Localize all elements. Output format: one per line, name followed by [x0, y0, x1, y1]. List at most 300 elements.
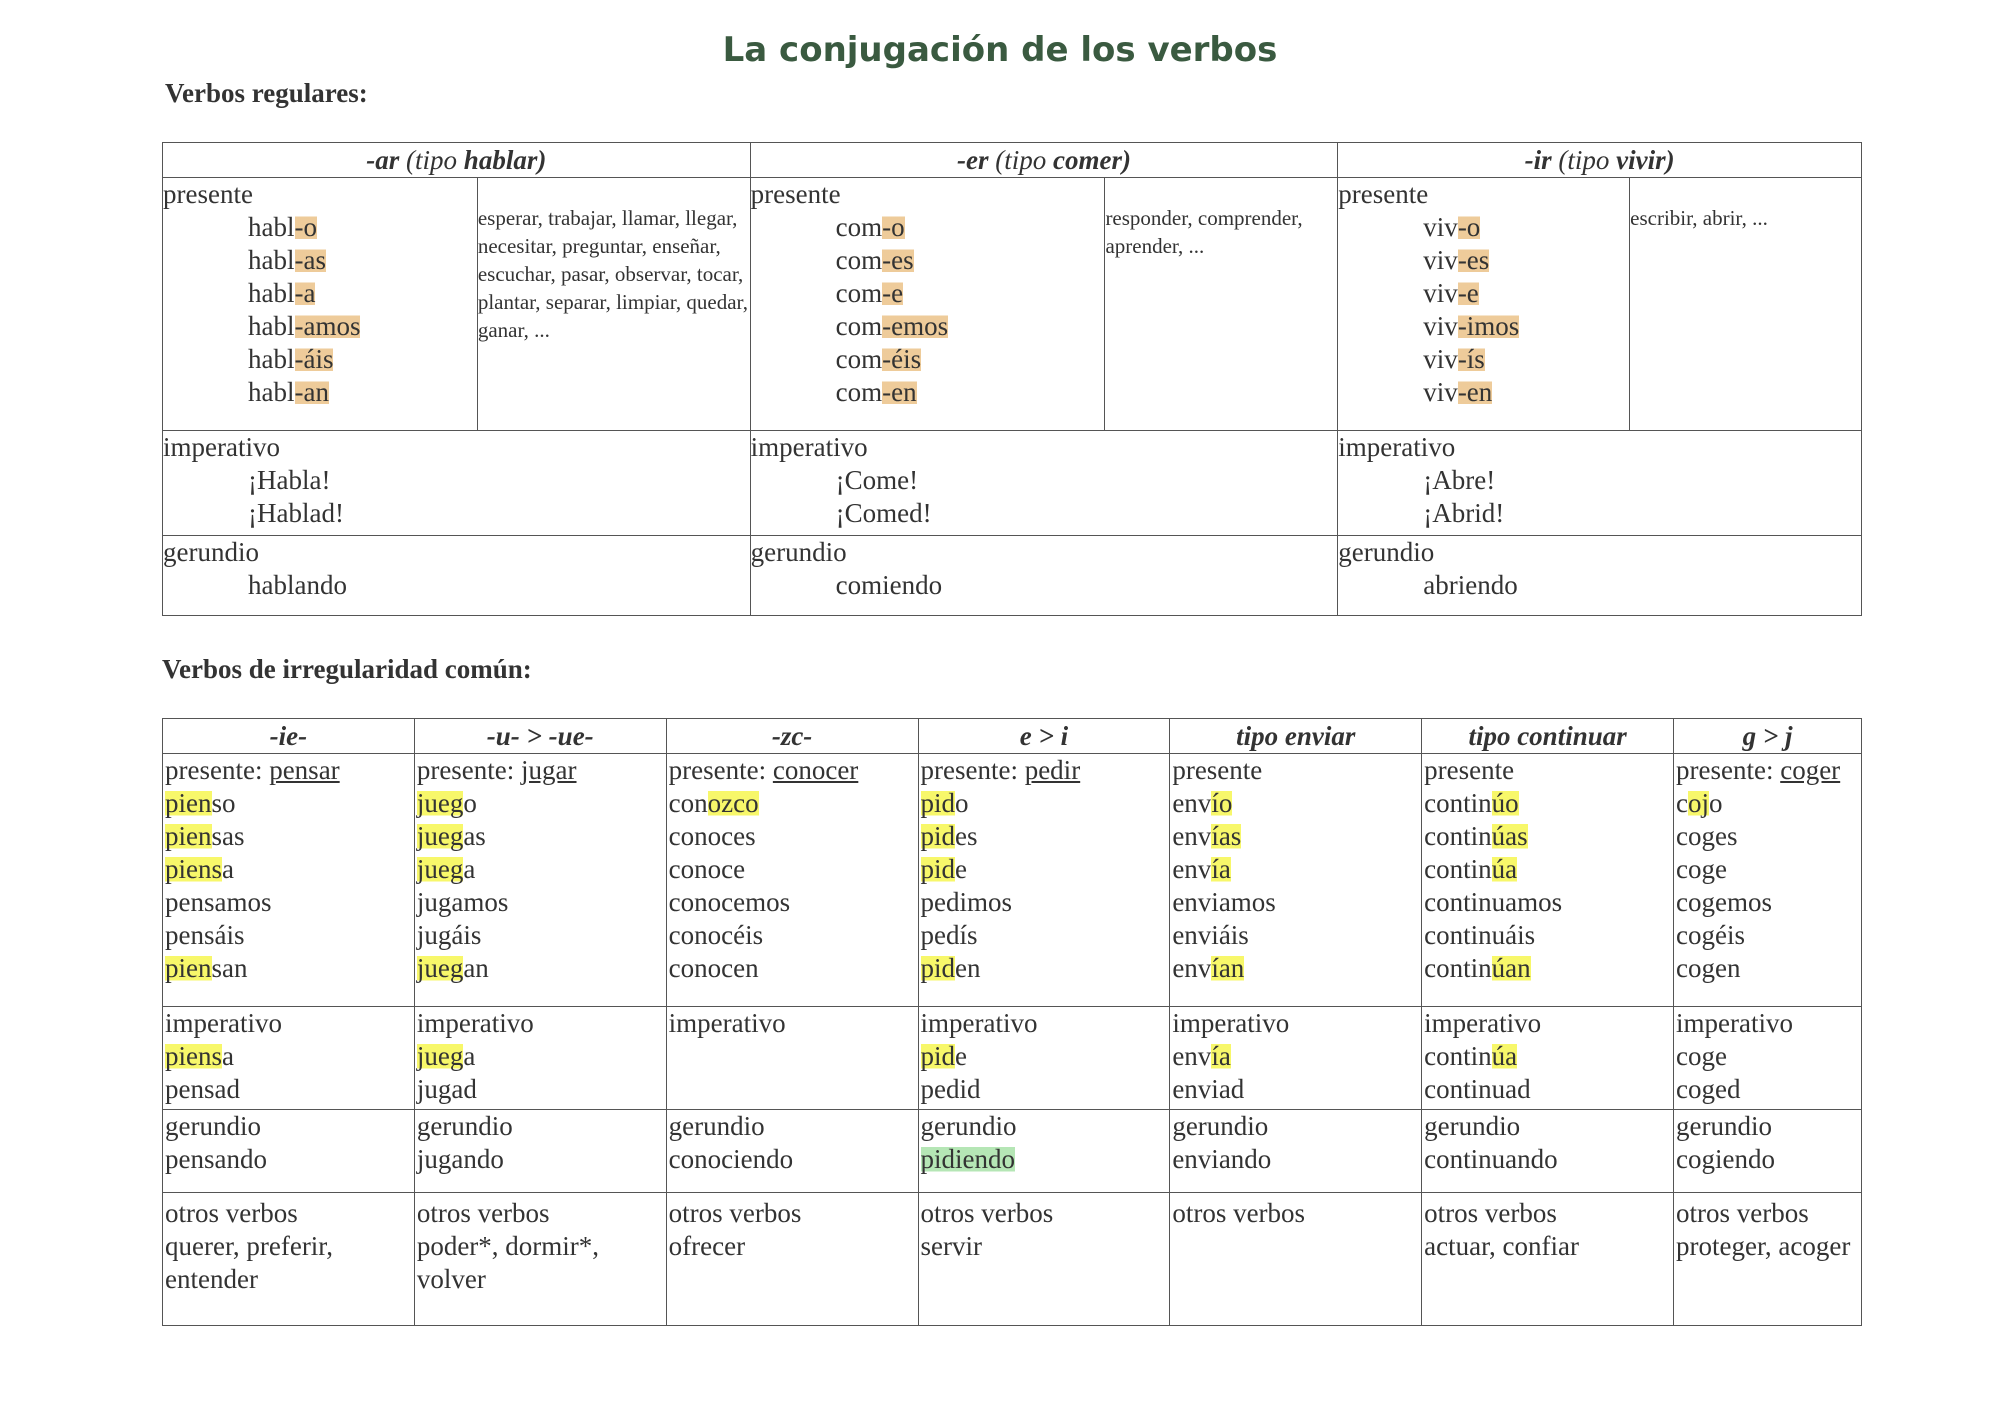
model-verb: conocer — [772, 755, 859, 785]
model-verb: jugar — [521, 755, 577, 785]
other-verbs-label: otros verbos — [1424, 1198, 1557, 1228]
verb-highlight: jueg — [416, 953, 464, 983]
verb-plain: e — [955, 1041, 967, 1071]
verb-plain: conocen — [668, 953, 759, 983]
other-verbs-label: otros verbos — [165, 1198, 298, 1228]
verb-form — [163, 277, 477, 310]
verb-plain: a — [222, 854, 234, 884]
verb-plain: jugáis — [416, 920, 482, 950]
other-verbs-text: servir — [920, 1231, 982, 1261]
verb-plain: continuáis — [1424, 920, 1536, 950]
examples-text: esperar, trabajar, llamar, llegar, necesitar, preguntar, enseñar, escuchar, pasar, observar, tocar, plantar, separar, limpiar, quedar, ganar, ... — [477, 206, 748, 342]
verb-plain: jugamos — [416, 887, 509, 917]
imperative-form: ¡Come! — [835, 465, 919, 495]
imperative-label: imperativo — [165, 1008, 282, 1038]
gerund-label: gerundio — [668, 1111, 765, 1141]
verb-form — [919, 1040, 1170, 1073]
verb-ending: -o — [882, 212, 905, 242]
other-verbs-cell — [1170, 1193, 1422, 1326]
verb-form — [751, 244, 1105, 277]
verb-highlight: jueg — [416, 788, 464, 818]
verb-highlight: úa — [1491, 854, 1518, 884]
verb-ending: -o — [294, 212, 317, 242]
verb-form — [919, 952, 1170, 985]
verb-form — [1170, 820, 1421, 853]
verb-highlight: jueg — [416, 1041, 464, 1071]
verb-plain: sas — [211, 821, 245, 851]
verb-plain: coge — [1676, 1041, 1727, 1071]
verb-ending: -as — [294, 245, 326, 275]
other-verbs-cell — [414, 1193, 666, 1326]
verb-highlight: ío — [1211, 788, 1233, 818]
verb-form — [1422, 820, 1673, 853]
model-verb: pedir — [1024, 755, 1081, 785]
verb-form — [919, 919, 1170, 952]
verb-form — [1338, 310, 1629, 343]
verb-form — [163, 1040, 414, 1073]
present-text: presente: — [416, 755, 522, 785]
verb-plain: enviáis — [1172, 920, 1249, 950]
present-cell — [163, 754, 415, 1007]
verb-form — [667, 886, 918, 919]
verb-plain: contin — [1424, 821, 1492, 851]
verb-form — [163, 244, 477, 277]
imperative-form: ¡Abrid! — [1423, 498, 1505, 528]
present-text: presente: — [920, 755, 1025, 785]
present-label — [1674, 754, 1861, 787]
verb-stem: habl — [248, 212, 295, 242]
verb-stem: com — [835, 278, 883, 308]
verb-form — [163, 376, 477, 409]
gerund-text: conociendo — [668, 1144, 794, 1174]
verb-form — [667, 787, 918, 820]
imperative-cell — [163, 1007, 415, 1110]
other-verbs-cell — [1674, 1193, 1862, 1326]
verb-highlight: pid — [920, 854, 956, 884]
verb-plain: as — [463, 821, 486, 851]
imperative-cell — [163, 431, 751, 536]
present-label — [163, 754, 414, 787]
verb-form — [415, 952, 666, 985]
gerund-cell — [666, 1110, 918, 1193]
verb-ending: -ís — [1457, 344, 1485, 374]
imperative-cell — [1674, 1007, 1862, 1110]
verb-form — [919, 886, 1170, 919]
present-label — [1170, 754, 1421, 787]
verb-form — [1674, 952, 1861, 985]
verb-highlight: pien — [165, 821, 212, 851]
verb-plain: o — [955, 788, 969, 818]
verb-form — [1170, 952, 1421, 985]
verb-form — [415, 1040, 666, 1073]
irregular-verbs-heading: Verbos de irregularidad común: — [162, 654, 532, 684]
verb-stem: habl — [248, 344, 295, 374]
other-verbs-cell — [1422, 1193, 1674, 1326]
verb-plain: pensamos — [165, 887, 272, 917]
verb-plain: o — [463, 788, 477, 818]
verb-form — [667, 820, 918, 853]
gerund-form — [415, 1143, 666, 1176]
verb-plain: pensad — [165, 1074, 240, 1104]
present-text: presente — [1172, 755, 1263, 785]
page-title: La conjugación de los verbos — [722, 30, 1278, 70]
verb-form — [919, 1073, 1170, 1106]
examples-cell — [477, 178, 750, 431]
regular-verbs-heading: Verbos regulares: — [165, 78, 368, 108]
gerund-text: jugando — [416, 1144, 504, 1174]
imperative-label: imperativo — [1172, 1008, 1290, 1038]
verb-highlight: úas — [1491, 821, 1528, 851]
imperative-label: imperativo — [416, 1008, 534, 1038]
other-verbs-cell — [918, 1193, 1170, 1326]
verb-plain: coged — [1676, 1074, 1741, 1104]
examples-cell — [1105, 178, 1338, 431]
verb-ending: -a — [294, 278, 316, 308]
other-verbs-text: volver — [416, 1264, 486, 1294]
verb-highlight: úa — [1491, 1041, 1518, 1071]
examples-cell — [1630, 178, 1862, 431]
verb-stem: habl — [248, 377, 295, 407]
verb-form — [1422, 1040, 1673, 1073]
verb-form — [1422, 952, 1673, 985]
other-verbs-text: ofrecer — [668, 1231, 746, 1261]
verb-ending: -e — [1457, 278, 1479, 308]
verb-plain: enviad — [1172, 1074, 1245, 1104]
verb-form — [163, 952, 414, 985]
verb-ending: -es — [882, 245, 914, 275]
verb-form — [1422, 919, 1673, 952]
verb-stem: com — [835, 212, 883, 242]
verb-plain: cogéis — [1676, 920, 1745, 950]
other-verbs-text: poder*, dormir*, — [416, 1231, 600, 1261]
gerund-cell — [163, 1110, 415, 1193]
present-text: presente: — [1676, 755, 1781, 785]
verb-plain: en — [955, 953, 981, 983]
gerund-label: gerundio — [416, 1111, 513, 1141]
present-cell — [1170, 754, 1422, 1007]
verb-plain: pedid — [920, 1074, 981, 1104]
other-verbs-label: otros verbos — [416, 1198, 550, 1228]
verb-highlight: jueg — [416, 854, 464, 884]
irregular-header: g > j — [1674, 719, 1862, 754]
verb-form — [667, 952, 918, 985]
other-verbs-label: otros verbos — [668, 1198, 802, 1228]
imperative-label: imperativo — [668, 1008, 786, 1038]
verb-highlight: pien — [165, 788, 212, 818]
verb-plain: pedís — [920, 920, 978, 950]
other-verbs-cell — [666, 1193, 918, 1326]
verb-form — [1170, 787, 1421, 820]
verb-stem: viv — [1423, 212, 1458, 242]
verb-plain: o — [1709, 788, 1723, 818]
verb-plain: coge — [1676, 854, 1727, 884]
verb-form — [415, 853, 666, 886]
verb-form — [163, 853, 414, 886]
gerund-cell — [1170, 1110, 1422, 1193]
verb-plain: conoce — [668, 854, 746, 884]
verb-form — [1338, 343, 1629, 376]
verb-form — [1170, 919, 1421, 952]
other-verbs-label: otros verbos — [1172, 1198, 1306, 1228]
other-verbs-label: otros verbos — [1676, 1198, 1809, 1228]
imperative-cell — [414, 1007, 666, 1110]
gerund-cell — [163, 536, 751, 616]
verb-stem: viv — [1423, 377, 1458, 407]
verb-form — [415, 919, 666, 952]
verb-highlight: ía — [1211, 854, 1231, 884]
verb-form — [1338, 277, 1629, 310]
verb-stem: viv — [1423, 278, 1458, 308]
verb-form — [415, 1073, 666, 1106]
verb-stem: viv — [1423, 311, 1458, 341]
verb-form — [751, 211, 1105, 244]
verb-form — [163, 1073, 414, 1106]
present-cell — [163, 178, 478, 431]
irregular-header: tipo continuar — [1422, 719, 1674, 754]
model-verb: pensar — [269, 755, 340, 785]
verb-form — [1422, 853, 1673, 886]
gerund-cell — [750, 536, 1338, 616]
verb-plain: so — [211, 788, 236, 818]
imperative-label: imperativo — [750, 432, 868, 462]
verb-plain: cogemos — [1676, 887, 1772, 917]
verb-highlight: pid — [920, 953, 956, 983]
verb-plain: conocemos — [668, 887, 791, 917]
verb-form — [163, 310, 477, 343]
verb-ending: -emos — [882, 311, 949, 341]
verb-highlight: pid — [920, 821, 956, 851]
imperative-cell — [1170, 1007, 1422, 1110]
verb-plain: c — [1676, 788, 1688, 818]
imperative-label: imperativo — [163, 432, 280, 462]
verb-form — [163, 211, 477, 244]
verb-form — [751, 376, 1105, 409]
verb-plain: san — [211, 953, 248, 983]
verb-highlight: ían — [1211, 953, 1245, 983]
present-text: presente — [1424, 755, 1515, 785]
verb-plain: e — [955, 854, 967, 884]
verb-ending: -en — [882, 377, 917, 407]
model-verb: coger — [1780, 755, 1841, 785]
gerund-label: gerundio — [1424, 1111, 1521, 1141]
present-label — [1422, 754, 1673, 787]
gerund-form: hablando — [248, 570, 347, 600]
gerund-cell — [1422, 1110, 1674, 1193]
verb-form — [1170, 886, 1421, 919]
verb-plain: env — [1172, 821, 1212, 851]
irregular-header: -zc- — [666, 719, 918, 754]
gerund-label: gerundio — [1676, 1111, 1772, 1141]
imperative-label: imperativo — [1338, 432, 1456, 462]
irregular-header: e > i — [918, 719, 1170, 754]
verb-plain: continuad — [1424, 1074, 1531, 1104]
verb-form — [1338, 211, 1629, 244]
examples-text: escribir, abrir, ... — [1630, 206, 1768, 230]
verb-ending: -áis — [294, 344, 334, 374]
verb-plain: conocéis — [668, 920, 764, 950]
verb-highlight: pid — [920, 1041, 956, 1071]
verb-form — [1674, 787, 1861, 820]
present-cell — [1338, 178, 1630, 431]
gerund-text: enviando — [1172, 1144, 1272, 1174]
verb-highlight: ozco — [707, 788, 759, 818]
verb-plain: coges — [1676, 821, 1738, 851]
verb-highlight: pid — [920, 788, 956, 818]
gerund-text: continuando — [1424, 1144, 1558, 1174]
verb-ending: -éis — [882, 344, 922, 374]
verb-plain: env — [1172, 788, 1212, 818]
verb-plain: env — [1172, 953, 1212, 983]
present-text: presente: — [668, 755, 773, 785]
verb-form — [919, 820, 1170, 853]
imperative-form: ¡Abre! — [1423, 465, 1496, 495]
verb-form — [1674, 1073, 1861, 1106]
verb-plain: contin — [1424, 788, 1492, 818]
verb-form — [667, 853, 918, 886]
other-verbs-text: proteger, acoger — [1676, 1231, 1851, 1261]
verb-form — [415, 886, 666, 919]
header-er: -er (tipo comer) — [750, 143, 1338, 178]
verb-plain: contin — [1424, 953, 1492, 983]
gerund-form — [1422, 1143, 1673, 1176]
other-verbs-text: entender — [165, 1264, 258, 1294]
other-verbs-label: otros verbos — [920, 1198, 1054, 1228]
verb-form — [751, 343, 1105, 376]
verb-form — [751, 310, 1105, 343]
imperative-label: imperativo — [1676, 1008, 1793, 1038]
verb-highlight: piens — [165, 854, 222, 884]
gerund-cell — [1338, 536, 1862, 616]
verb-plain: contin — [1424, 854, 1492, 884]
verb-ending: -an — [294, 377, 329, 407]
verb-form — [1422, 787, 1673, 820]
gerund-cell — [414, 1110, 666, 1193]
verb-ending: -imos — [1457, 311, 1520, 341]
verb-stem: com — [835, 344, 883, 374]
header-ar: -ar (tipo hablar) — [163, 143, 751, 178]
gerund-form — [163, 1143, 414, 1176]
header-ir: -ir (tipo vivir) — [1338, 143, 1862, 178]
verb-form — [1422, 886, 1673, 919]
gerund-text: pensando — [165, 1144, 267, 1174]
gerund-label: gerundio — [165, 1111, 261, 1141]
verb-form — [1674, 853, 1861, 886]
verb-stem: habl — [248, 278, 295, 308]
other-verbs-cell — [163, 1193, 415, 1326]
gerund-form — [1170, 1143, 1421, 1176]
gerund-form — [667, 1143, 918, 1176]
verb-plain: a — [463, 1041, 476, 1071]
verb-form — [1338, 376, 1629, 409]
verb-highlight: oj — [1688, 788, 1710, 818]
verb-plain: a — [222, 1041, 234, 1071]
imperative-form: ¡Comed! — [835, 498, 932, 528]
verb-form — [163, 919, 414, 952]
verb-stem: viv — [1423, 344, 1458, 374]
verb-stem: habl — [248, 245, 295, 275]
verb-highlight: ías — [1211, 821, 1242, 851]
present-label — [415, 754, 666, 787]
verb-highlight: jueg — [416, 821, 464, 851]
present-cell — [1422, 754, 1674, 1007]
imperative-form: ¡Habla! — [248, 465, 331, 495]
irregular-header: -u- > -ue- — [414, 719, 666, 754]
verb-form — [415, 820, 666, 853]
other-verbs-text: actuar, confiar — [1424, 1231, 1579, 1261]
verb-form — [1674, 820, 1861, 853]
irregular-header: -ie- — [163, 719, 415, 754]
verb-form — [163, 787, 414, 820]
verb-plain: conoces — [668, 821, 756, 851]
verb-highlight: pien — [165, 953, 212, 983]
verb-highlight: piens — [165, 1041, 222, 1071]
verb-stem: com — [835, 245, 883, 275]
gerund-text: pidiendo — [920, 1144, 1015, 1174]
gerund-form: comiendo — [835, 570, 943, 600]
verb-form — [1338, 244, 1629, 277]
irregular-header: tipo enviar — [1170, 719, 1422, 754]
imperative-label: imperativo — [920, 1008, 1038, 1038]
gerund-label: gerundio — [163, 537, 259, 567]
gerund-form — [919, 1143, 1170, 1176]
present-label: presente — [1338, 179, 1429, 209]
verb-form — [1170, 1040, 1421, 1073]
present-label — [667, 754, 918, 787]
imperative-cell — [666, 1007, 918, 1110]
verb-plain: enviamos — [1172, 887, 1276, 917]
gerund-label: gerundio — [1338, 537, 1435, 567]
verb-plain: a — [463, 854, 476, 884]
imperative-form: ¡Hablad! — [248, 498, 344, 528]
present-label: presente — [163, 179, 253, 209]
verb-plain: es — [955, 821, 978, 851]
verb-form — [415, 787, 666, 820]
verb-plain: an — [463, 953, 489, 983]
verb-plain: pensáis — [165, 920, 245, 950]
imperative-cell — [918, 1007, 1170, 1110]
verb-plain: pedimos — [920, 887, 1012, 917]
present-cell — [1674, 754, 1862, 1007]
verb-form — [1422, 1073, 1673, 1106]
verb-ending: -o — [1457, 212, 1481, 242]
verb-ending: -es — [1457, 245, 1490, 275]
gerund-form — [1674, 1143, 1861, 1176]
regular-verbs-table — [162, 142, 1862, 616]
verb-plain: continuamos — [1424, 887, 1563, 917]
verb-plain: env — [1172, 1041, 1212, 1071]
verb-plain: env — [1172, 854, 1212, 884]
gerund-cell — [1674, 1110, 1862, 1193]
gerund-text: cogiendo — [1676, 1144, 1775, 1174]
verb-form — [919, 853, 1170, 886]
examples-text: responder, comprender, aprender, ... — [1105, 206, 1303, 258]
present-label — [919, 754, 1170, 787]
verb-form — [1674, 919, 1861, 952]
gerund-label: gerundio — [750, 537, 847, 567]
present-text: presente: — [165, 755, 270, 785]
gerund-label: gerundio — [1172, 1111, 1269, 1141]
present-label: presente — [750, 179, 841, 209]
verb-stem: habl — [248, 311, 295, 341]
irregular-verbs-table — [162, 718, 1862, 1326]
present-cell — [414, 754, 666, 1007]
verb-highlight: ía — [1211, 1041, 1231, 1071]
imperative-cell — [1338, 431, 1862, 536]
verb-form — [1674, 1040, 1861, 1073]
verb-form — [1170, 853, 1421, 886]
verb-form — [667, 919, 918, 952]
other-verbs-text: querer, preferir, — [165, 1231, 333, 1261]
